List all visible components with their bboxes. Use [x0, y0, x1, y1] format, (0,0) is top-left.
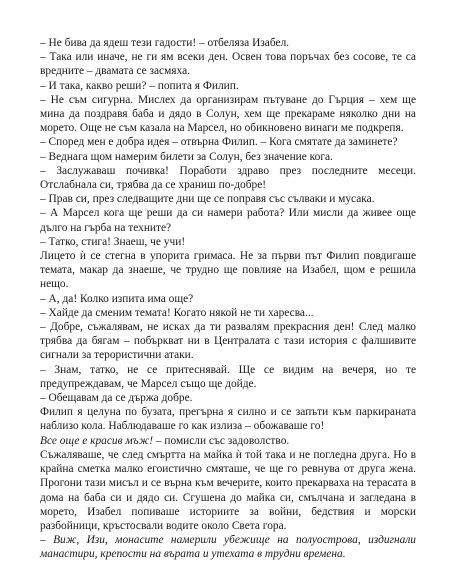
paragraph: Съжаляваше, че след смъртта на майка ѝ той така и не погледна друга. Но в крайна сметка малко егоистично смяташе, че ще го ревнува от друга жена. Прогони тази мисъл и се върна към вечерите, които прекарваха на терасата в дома на баба си и дядо си. Сгушена до майка си, смълчана и загледана в морето, Изабел попиваше историите за войни, бедствия и морски разбойници, кръстосвали водите около Света гора.: [40, 448, 416, 532]
italic-quote: – Виж, Изи, монасите намерили убежище на полуострова, издигнали манастири, крепости на върата и утехата в трудни времена.: [40, 534, 416, 561]
paragraph: – А Марсел кога ще реши да си намери работа? Или мисли да живее още дълго на гърба на техните?: [40, 207, 416, 234]
paragraph: – Веднага щом намерим билети за Солун, без значение кога.: [40, 150, 333, 163]
paragraph-italic: [40, 533, 416, 561]
paragraph: Филип я целуна по бузата, прегърна я силно и се запъти към паркираната наблизо кола. Наблюдаваше го как излиза – обожаваше го!: [40, 406, 416, 433]
paragraph: – Прав си, през следващите дни ще се поправя със сълваки и мусака.: [40, 193, 375, 206]
paragraph: – А, да! Колко изпита има още?: [40, 292, 194, 305]
paragraph: – Заслужаваш почивка! Поработи здраво през последните месеци. Отслабнала си, трябва да се храниш по-добре!: [40, 164, 416, 192]
paragraph: [40, 434, 416, 448]
paragraph: – Така или иначе, не ги ям всеки ден. Освен това поръчах без сосове, те са вредните – двамата се засмяха.: [40, 51, 416, 78]
paragraph: – Според мен е добра идея – отвърна Филип. – Кога смятате да заминете?: [40, 136, 398, 149]
paragraph: – И така, какво реши? – попита я Филип.: [40, 79, 239, 92]
paragraph-tail: – помисли със задоволство.: [152, 434, 290, 447]
paragraph: Лицето ѝ се стегна в упорита гримаса. Не за първи път Филип повдигаше темата, макар да знаеше, че трудно ще повлияе на Изабел, щом е решила нещо.: [40, 250, 416, 291]
paragraph: – Татко, стига! Знаеш, че учи!: [40, 235, 186, 248]
paragraph: – Знам, татко, не се притеснявай. Ще се видим на вечеря, но те предупреждавам, че Марсел също ще дойде.: [40, 363, 416, 390]
paragraph: – Добре, съжалявам, не исках да ти развалям прекрасния ден! След малко трябва да бягам – побъркват ни в Централата с тази история с фалшивите сигнали за терористични атаки.: [40, 321, 416, 362]
paragraph: – Обещавам да се държа добре.: [40, 392, 193, 405]
body-text: [40, 36, 416, 562]
italic-thought: Все още е красив мъж!: [40, 434, 153, 447]
paragraph: – Хайде да сменим темата! Когато някой не ти харесва...: [40, 306, 314, 319]
paragraph: – Не съм сигурна. Мислех да организирам пътуване до Гърция – хем ще мина да поздравя баба и дядо в Солун, хем ще прекараме няколко дни на морето. Още не съм казала на Марсел, но обикновено винаги ме подкрепя.: [40, 93, 416, 135]
paragraph: – Не бива да ядеш тези гадости! – отбеляза Изабел.: [40, 37, 290, 49]
